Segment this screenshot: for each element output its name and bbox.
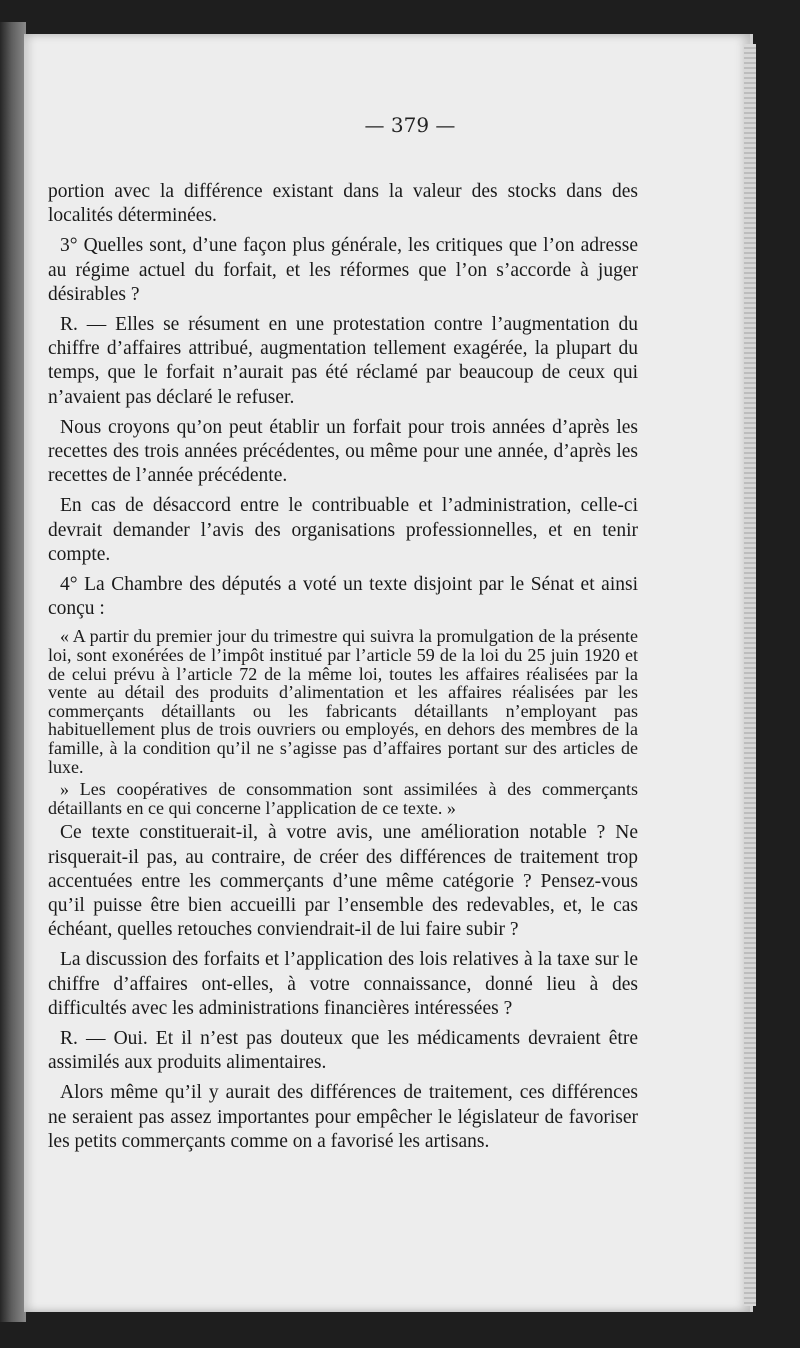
quoted-law-text: « A partir du premier jour du trimestre qui suivra la promulgation de la présente loi, sont exonérées de l’impôt institué par l’article 59 de la loi du 25 juin 1920 et de celui prévu à l’article 72 de la même loi, toutes les affaires réalisées par la vente au détail des produits d’alimentation et les affaires réalisées par les commerçants détaillants ou les fabricants détaillants n’employant pas habituellement plus de trois ouvriers ou employés, en dehors des membres de la famille, à la condition qu’il ne s’agisse pas d’affaires portant sur des articles de luxe. xyxy=(48,626,638,777)
paragraph-continuation: portion avec la différence existant dans la valeur des stocks dans des localités déterminées. xyxy=(48,181,638,227)
paragraph-answer-medications: R. — Oui. Et il n’est pas douteux que les médicaments devraient être assimilés aux produits alimentaires. xyxy=(48,1028,638,1074)
page-body xyxy=(48,180,638,1160)
paragraph-answer-3: R. — Elles se résument en une protestation contre l’augmentation du chiffre d’affaires attribué, augmentation tellement exagérée, la plupart du temps, que le forfait n’aurait pas été réclamé par beaucoup de ceux qui n’avaient pas déclaré le refuser. xyxy=(48,314,638,408)
paragraph-differences: Alors même qu’il y aurait des différences de traitement, ces différences ne seraient pas assez importantes pour empêcher le législateur de favoriser les petits commerçants comme on a favorisé les artisans. xyxy=(48,1082,638,1152)
adjacent-page-edge xyxy=(0,22,26,1322)
paragraph-question-4: 4° La Chambre des députés a voté un texte disjoint par le Sénat et ainsi conçu : xyxy=(48,574,638,620)
quoted-law-cooperatives: » Les coopératives de consommation sont assimilées à des commerçants détaillants en ce qui concerne l’application de ce texte. » xyxy=(48,779,638,818)
paragraph-forfait-proposal: Nous croyons qu’on peut établir un forfait pour trois années d’après les recettes des trois années précédentes, ou même pour une année, d’après les recettes de l’année précédente. xyxy=(48,416,638,487)
page-number: — 379 — xyxy=(364,113,456,137)
paragraph-disagreement: En cas de désaccord entre le contribuable et l’administration, celle-ci devrait demander l’avis des organisations professionnelles, et en tenir compte. xyxy=(48,495,638,565)
paragraph-question-text-opinion: Ce texte constituerait-il, à votre avis, une amélioration notable ? Ne risquerait-il pas, au contraire, de créer des différences de traitement trop accentuées entre les commerçants d’une même catégorie ? Pensez-vous qu’il puisse être bien accueilli par l’ensemble des redevables, et, le cas échéant, quelles retouches conviendrait-il de lui faire subir ? xyxy=(48,822,638,941)
page-stack-edge xyxy=(744,44,756,1306)
paragraph-question-3: 3° Quelles sont, d’une façon plus générale, les critiques que l’on adresse au régime actuel du forfait, et les réformes que l’on s’accorde à juger désirables ? xyxy=(48,235,638,305)
paragraph-question-difficulties: La discussion des forfaits et l’application des lois relatives à la taxe sur le chiffre d’affaires ont-elles, à votre connaissance, donné lieu à des difficultés avec les administrations financières intéressées ? xyxy=(48,949,638,1019)
